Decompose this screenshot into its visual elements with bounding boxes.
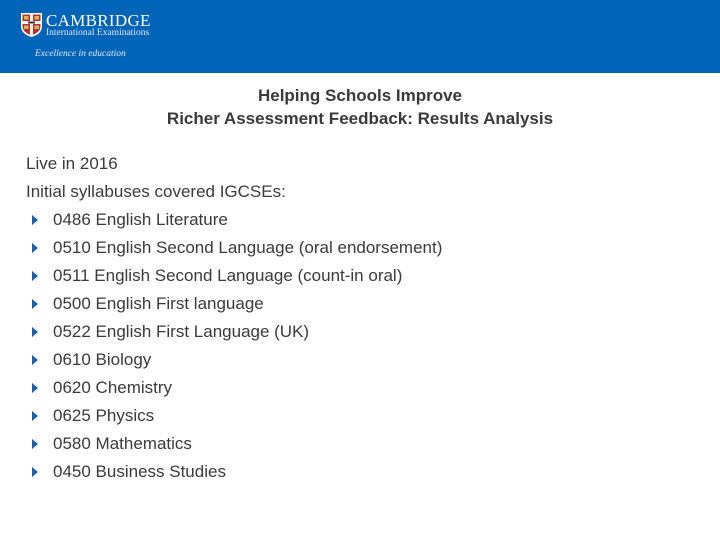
list-item <box>26 318 442 346</box>
triangle-bullet-icon <box>32 439 38 449</box>
header-band <box>0 0 720 73</box>
triangle-bullet-icon <box>32 383 38 393</box>
paragraph-live-date: Live in 2016 <box>26 154 118 173</box>
triangle-bullet-icon <box>32 467 38 477</box>
triangle-bullet-icon <box>32 355 38 365</box>
syllabus-label: 0511 English Second Language (count-in oral) <box>53 266 403 285</box>
syllabus-label: 0510 English Second Language (oral endorsement) <box>53 238 443 257</box>
list-item <box>26 346 442 374</box>
triangle-bullet-icon <box>32 327 38 337</box>
syllabus-list <box>26 206 442 486</box>
triangle-bullet-icon <box>32 215 38 225</box>
cambridge-logo <box>21 13 161 63</box>
list-item <box>26 402 442 430</box>
title-line-2: Richer Assessment Feedback: Results Analysis <box>166 109 554 128</box>
syllabus-label: 0450 Business Studies <box>53 462 226 481</box>
logo-tagline: Excellence in education <box>35 49 126 59</box>
triangle-bullet-icon <box>32 299 38 309</box>
list-item <box>26 374 442 402</box>
syllabus-label: 0610 Biology <box>53 350 152 369</box>
slide-body <box>26 150 442 486</box>
list-item <box>26 234 442 262</box>
list-item <box>26 430 442 458</box>
syllabus-label: 0625 Physics <box>53 406 155 425</box>
list-item <box>26 458 442 486</box>
logo-subtitle: International Examinations <box>46 28 150 38</box>
list-item <box>26 290 442 318</box>
list-item <box>26 206 442 234</box>
logo-wordmark: CAMBRIDGE <box>46 11 151 30</box>
triangle-bullet-icon <box>32 271 38 281</box>
triangle-bullet-icon <box>32 411 38 421</box>
list-item <box>26 262 442 290</box>
syllabus-label: 0580 Mathematics <box>53 434 192 453</box>
slide-title <box>0 84 720 130</box>
university-crest-icon <box>21 13 42 37</box>
triangle-bullet-icon <box>32 243 38 253</box>
syllabus-label: 0486 English Literature <box>53 210 228 229</box>
syllabus-label: 0500 English First language <box>53 294 264 313</box>
syllabus-label: 0620 Chemistry <box>53 378 173 397</box>
title-line-1: Helping Schools Improve <box>257 86 463 105</box>
syllabus-label: 0522 English First Language (UK) <box>53 322 310 341</box>
paragraph-intro: Initial syllabuses covered IGCSEs: <box>26 182 286 201</box>
